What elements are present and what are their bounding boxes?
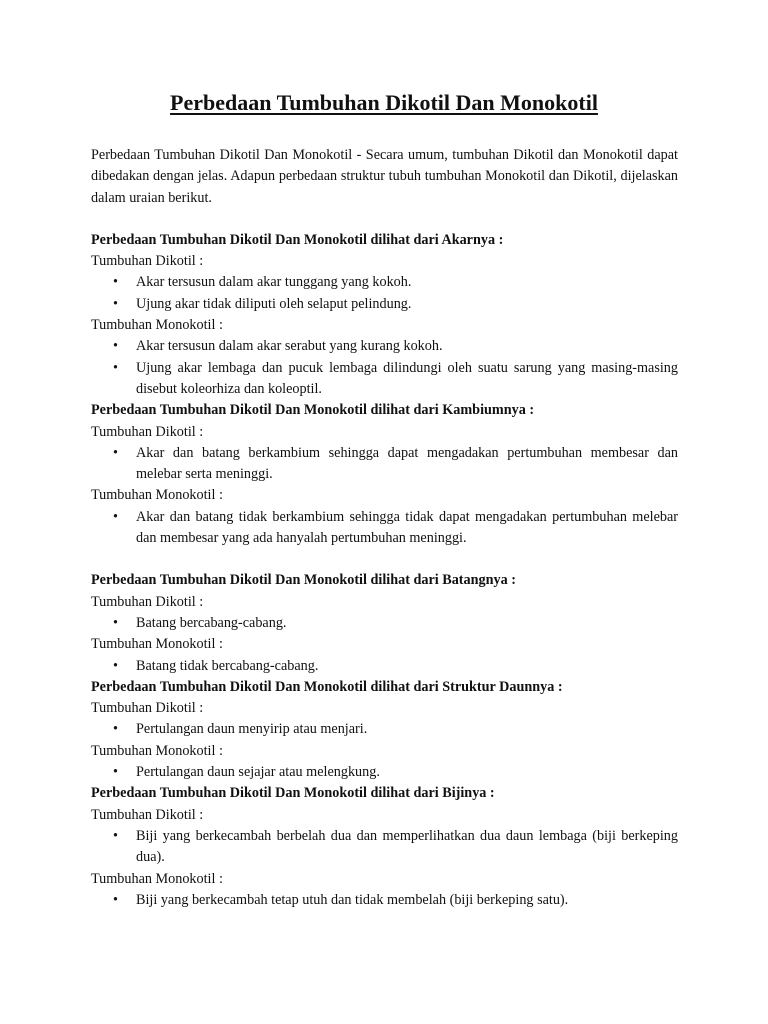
- bullet-icon: •: [113, 657, 118, 674]
- list-item: [91, 294, 678, 315]
- bullet-icon: •: [113, 338, 118, 355]
- section-kambium: [91, 400, 678, 549]
- list-item-text: Akar tersusun dalam akar serabut yang kurang kokoh.: [136, 338, 443, 355]
- document-body: [91, 145, 678, 911]
- list-item-text: Akar dan batang berkambium sehingga dapat mengadakan pertumbuhan membesar dan melebar serta meninggi.: [136, 444, 678, 483]
- section-batang: [91, 570, 678, 676]
- list-item-text: Batang tidak bercabang-cabang.: [136, 657, 319, 674]
- list-item: [91, 507, 678, 550]
- dikotil-list: [91, 719, 678, 740]
- list-item-text: Ujung akar tidak diliputi oleh selaput pelindung.: [136, 295, 412, 312]
- list-item-text: Batang bercabang-cabang.: [136, 614, 287, 631]
- list-item-text: Biji yang berkecambah berbelah dua dan memperlihatkan dua daun lembaga (biji berkeping dua).: [136, 827, 678, 866]
- list-item-text: Akar tersusun dalam akar tunggang yang kokoh.: [136, 274, 412, 291]
- monokotil-label: Tumbuhan Monokotil :: [91, 487, 223, 504]
- dikotil-label: Tumbuhan Dikotil :: [91, 806, 204, 823]
- list-item: [91, 336, 678, 357]
- section-heading: Perbedaan Tumbuhan Dikotil Dan Monokotil dilihat dari Struktur Daunnya :: [91, 678, 563, 695]
- bullet-icon: •: [113, 508, 118, 525]
- section-spacer: [91, 549, 678, 570]
- monokotil-label: Tumbuhan Monokotil :: [91, 870, 223, 887]
- list-item: [91, 762, 678, 783]
- list-item: [91, 719, 678, 740]
- list-item-text: Pertulangan daun menyirip atau menjari.: [136, 721, 368, 738]
- list-item-text: Akar dan batang tidak berkambium sehingga tidak dapat mengadakan pertumbuhan melebar dan membesar yang ada hanyalah pertumbuhan meninggi.: [136, 508, 678, 547]
- dikotil-label: Tumbuhan Dikotil :: [91, 700, 204, 717]
- list-item-text: Pertulangan daun sejajar atau melengkung.: [136, 764, 380, 781]
- monokotil-list: [91, 336, 678, 400]
- bullet-icon: •: [113, 891, 118, 908]
- intro-paragraph: Perbedaan Tumbuhan Dikotil Dan Monokotil - Secara umum, tumbuhan Dikotil dan Monokotil dapat dibedakan dengan jelas. Adapun perbedaan struktur tubuh tumbuhan Monokotil dan Dikotil, dijelaskan dalam uraian berikut.: [91, 147, 678, 206]
- list-item: [91, 656, 678, 677]
- dikotil-list: [91, 443, 678, 486]
- list-item: [91, 443, 678, 486]
- dikotil-list: [91, 613, 678, 634]
- bullet-icon: •: [113, 827, 118, 844]
- monokotil-list: [91, 762, 678, 783]
- section-biji: [91, 783, 678, 911]
- dikotil-label: Tumbuhan Dikotil :: [91, 253, 204, 270]
- monokotil-label: Tumbuhan Monokotil :: [91, 317, 223, 334]
- list-item: [91, 613, 678, 634]
- bullet-icon: •: [113, 721, 118, 738]
- section-akar: [91, 230, 678, 400]
- monokotil-list: [91, 656, 678, 677]
- section-daun: [91, 677, 678, 783]
- section-heading: Perbedaan Tumbuhan Dikotil Dan Monokotil dilihat dari Bijinya :: [91, 785, 495, 802]
- bullet-icon: •: [113, 764, 118, 781]
- list-item: [91, 272, 678, 293]
- dikotil-list: [91, 826, 678, 869]
- dikotil-label: Tumbuhan Dikotil :: [91, 593, 204, 610]
- bullet-icon: •: [113, 274, 118, 291]
- bullet-icon: •: [113, 359, 118, 376]
- list-item: [91, 890, 678, 911]
- dikotil-label: Tumbuhan Dikotil :: [91, 423, 204, 440]
- page-title: Perbedaan Tumbuhan Dikotil Dan Monokotil: [170, 90, 598, 115]
- dikotil-list: [91, 272, 678, 315]
- monokotil-list: [91, 507, 678, 550]
- section-heading: Perbedaan Tumbuhan Dikotil Dan Monokotil dilihat dari Akarnya :: [91, 231, 504, 248]
- section-heading: Perbedaan Tumbuhan Dikotil Dan Monokotil dilihat dari Kambiumnya :: [91, 402, 535, 419]
- bullet-icon: •: [113, 444, 118, 461]
- monokotil-list: [91, 890, 678, 911]
- monokotil-label: Tumbuhan Monokotil :: [91, 636, 223, 653]
- list-item: [91, 826, 678, 869]
- monokotil-label: Tumbuhan Monokotil :: [91, 742, 223, 759]
- list-item-text: Ujung akar lembaga dan pucuk lembaga dilindungi oleh suatu sarung yang masing-masing disebut koleorhiza dan koleoptil.: [136, 359, 678, 397]
- list-item: [91, 358, 678, 401]
- section-heading: Perbedaan Tumbuhan Dikotil Dan Monokotil dilihat dari Batangnya :: [91, 572, 516, 589]
- bullet-icon: •: [113, 295, 118, 312]
- bullet-icon: •: [113, 614, 118, 631]
- list-item-text: Biji yang berkecambah tetap utuh dan tidak membelah (biji berkeping satu).: [136, 891, 569, 908]
